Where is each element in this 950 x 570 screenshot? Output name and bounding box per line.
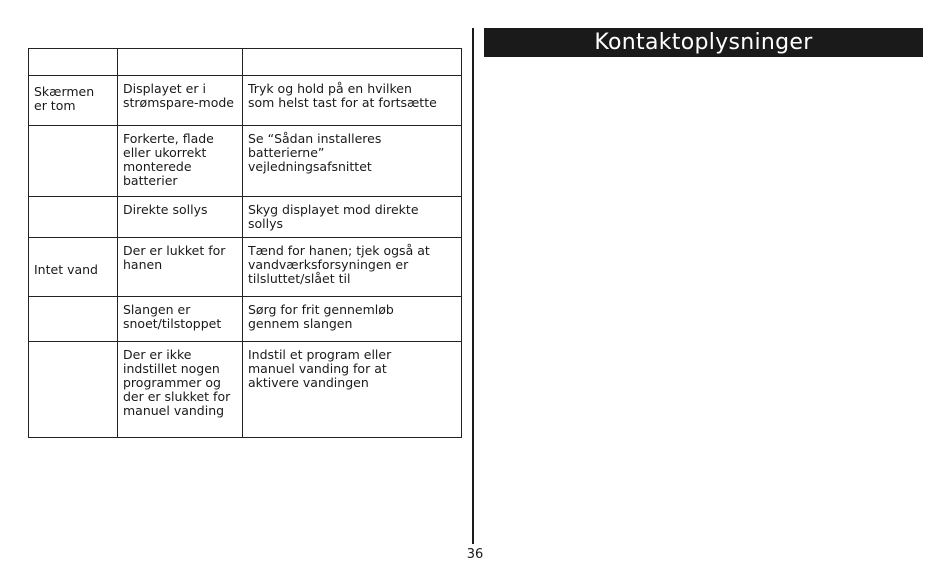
solution-cell	[243, 238, 462, 297]
problem-text: Skærmen er tom	[34, 84, 95, 113]
cause-text: Der er lukket for hanen	[123, 243, 226, 272]
table-header-row	[29, 49, 462, 76]
cause-cell	[118, 238, 243, 297]
solution-text: Sørg for frit gennemløb gennem slangen	[248, 302, 394, 331]
header-cell-cause	[118, 49, 243, 76]
troubleshooting-table	[28, 48, 462, 438]
solution-text: Skyg displayet mod direkte sollys	[248, 202, 419, 231]
problem-cell	[29, 76, 118, 126]
cause-cell	[118, 76, 243, 126]
table-row	[29, 238, 462, 297]
solution-cell	[243, 297, 462, 342]
solution-text: Indstil et program eller manuel vanding for at aktivere vandingen	[248, 347, 392, 390]
cause-cell	[118, 126, 243, 197]
contact-heading: Kontaktoplysninger	[484, 28, 923, 57]
cause-cell	[118, 297, 243, 342]
table-row	[29, 126, 462, 197]
problem-text: Intet vand	[34, 262, 98, 277]
cause-text: Der er ikke indstillet nogen programmer og der er slukket for manuel vanding	[123, 347, 231, 418]
table-row	[29, 76, 462, 126]
problem-cell	[29, 238, 118, 297]
page-number: 36	[466, 547, 484, 562]
solution-cell	[243, 126, 462, 197]
table-row	[29, 297, 462, 342]
problem-cell	[29, 126, 118, 197]
solution-text: Se “Sådan installeres batterierne” vejledningsafsnittet	[248, 131, 382, 174]
problem-cell	[29, 342, 118, 438]
cause-text: Displayet er i strømspare-mode	[123, 81, 234, 110]
solution-cell	[243, 342, 462, 438]
solution-cell	[243, 197, 462, 238]
solution-text: Tryk og hold på en hvilken som helst tast for at fortsætte	[248, 81, 437, 110]
cause-text: Direkte sollys	[123, 202, 208, 217]
problem-cell	[29, 297, 118, 342]
solution-cell	[243, 76, 462, 126]
cause-text: Forkerte, flade eller ukorrekt monterede batterier	[123, 131, 214, 188]
table-row	[29, 342, 462, 438]
cause-text: Slangen er snoet/tilstoppet	[123, 302, 222, 331]
cause-cell	[118, 197, 243, 238]
problem-cell	[29, 197, 118, 238]
table-row	[29, 197, 462, 238]
solution-text: Tænd for hanen; tjek også at vandværksforsyningen er tilsluttet/slået til	[248, 243, 430, 286]
header-cell-solution	[243, 49, 462, 76]
cause-cell	[118, 342, 243, 438]
header-cell-problem	[29, 49, 118, 76]
column-divider	[472, 28, 474, 544]
